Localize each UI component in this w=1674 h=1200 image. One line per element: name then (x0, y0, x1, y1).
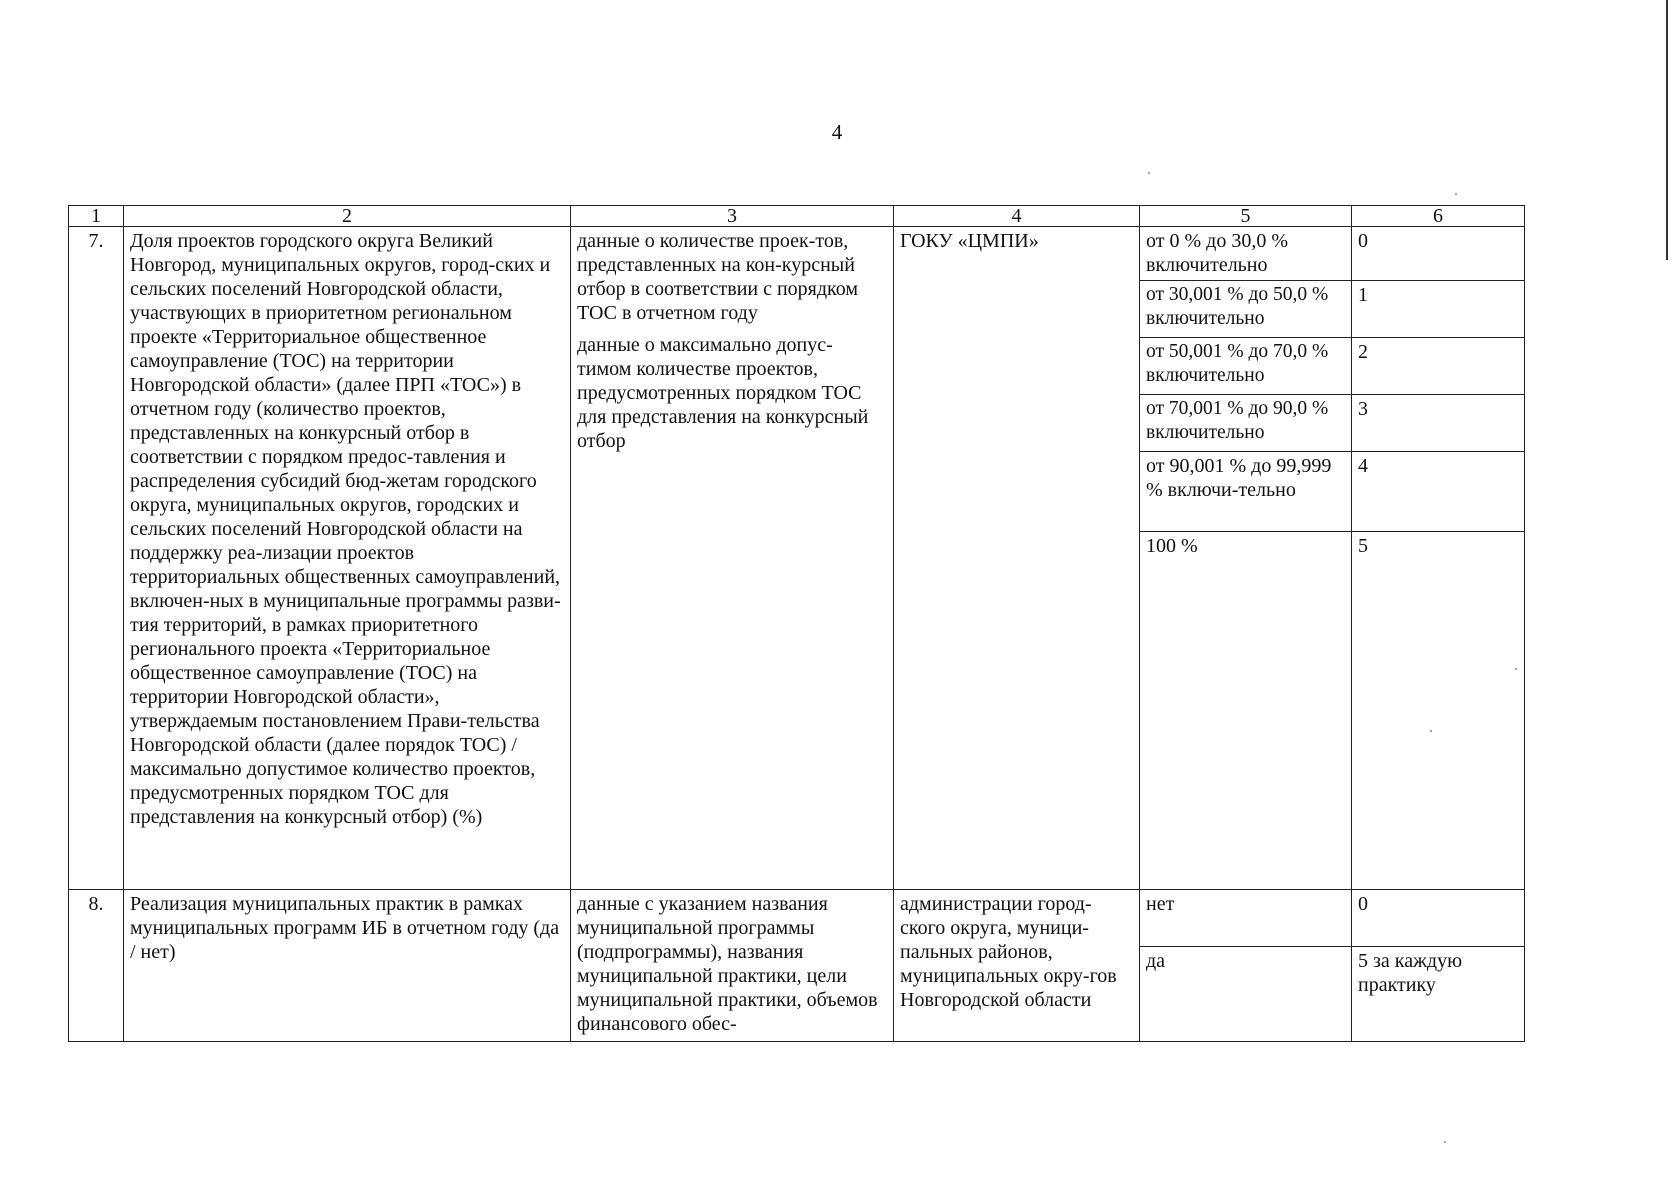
range-score: 0 (1352, 227, 1525, 281)
table-row (69, 227, 1525, 281)
table-header-row (69, 206, 1525, 227)
range-score: 0 (1352, 890, 1525, 947)
range-score: 4 (1352, 452, 1525, 532)
range-condition: от 0 % до 30,0 % включительно (1140, 227, 1352, 281)
range-condition: от 90,001 % до 99,999 % включи-тельно (1140, 452, 1352, 532)
table-row (69, 890, 1525, 947)
range-score: 1 (1352, 281, 1525, 338)
indicator-text: Доля проектов городского округа Великий Новгород, муниципальных округов, город-ских и сельских поселений Новгородской области, участвующих в приоритетном региональном проекте «Территориальное общественное самоуправление (ТОС) на территории Новгородской области» (далее ПРП «ТОС») в отчетном году (количество проектов, представленных на конкурсный отбор в соответствии с порядком предос-тавления и распределения субсидий бюд-жетам городского округа, муниципальных округов, городских и сельских поселений Новгородской области на поддержку реа-лизации проектов территориальных общественных самоуправлений, включен-ных в муниципальные программы разви-тия территорий, в рамках приоритетного регионального проекта «Территориальное общественное самоуправление (ТОС) на территории Новгородской области», утверждаемым постановлением Прави-тельства Новгородской области (далее порядок ТОС) / максимально допустимое количество проектов, предусмотренных порядком ТОС для представления на конкурсный отбор) (%) (124, 227, 571, 890)
range-condition: 100 % (1140, 532, 1352, 890)
column-header: 3 (571, 206, 894, 227)
scan-speck (1515, 668, 1517, 670)
page-number: 4 (831, 120, 843, 144)
range-score: 5 (1352, 532, 1525, 890)
column-header: 4 (894, 206, 1140, 227)
scan-speck (1455, 193, 1457, 195)
indicator-text: Реализация муниципальных практик в рамках муниципальных программ ИБ в отчетном году (да / нет) (124, 890, 571, 1042)
range-score: 5 за каждую практику (1352, 947, 1525, 1042)
range-condition: нет (1140, 890, 1352, 947)
row-number: 7. (69, 227, 124, 890)
data-source-text: данные о максимально допус-тимом количестве проектов, предусмотренных порядком ТОС для представления на конкурсный отбор (577, 334, 869, 452)
data-source-text: данные с указанием названия муниципальной программы (подпрограммы), названия муниципальной практики, цели муниципальной практики, объемов финансового обес- (571, 890, 894, 1042)
scan-edge (1666, 0, 1674, 260)
column-header: 2 (124, 206, 571, 227)
range-condition: от 50,001 % до 70,0 % включительно (1140, 338, 1352, 395)
column-header: 5 (1140, 206, 1352, 227)
range-score: 3 (1352, 395, 1525, 452)
range-condition: да (1140, 947, 1352, 1042)
scan-speck (1444, 1141, 1446, 1143)
column-header: 6 (1352, 206, 1525, 227)
row-number: 8. (69, 890, 124, 1042)
column-header: 1 (69, 206, 124, 227)
criteria-table (68, 205, 1525, 1042)
data-provider: ГОКУ «ЦМПИ» (894, 227, 1140, 890)
scan-speck (1148, 172, 1150, 174)
data-provider: администрации город-ского округа, муници-пальных районов, муниципальных окру-гов Новгородской области (894, 890, 1140, 1042)
range-condition: от 30,001 % до 50,0 % включительно (1140, 281, 1352, 338)
data-source-text: данные о количестве проек-тов, представленных на кон-курсный отбор в соответствии с порядком ТОС в отчетном году (577, 230, 859, 324)
range-score: 2 (1352, 338, 1525, 395)
data-source-cell (571, 227, 894, 890)
range-condition: от 70,001 % до 90,0 % включительно (1140, 395, 1352, 452)
scan-speck (1430, 730, 1432, 732)
